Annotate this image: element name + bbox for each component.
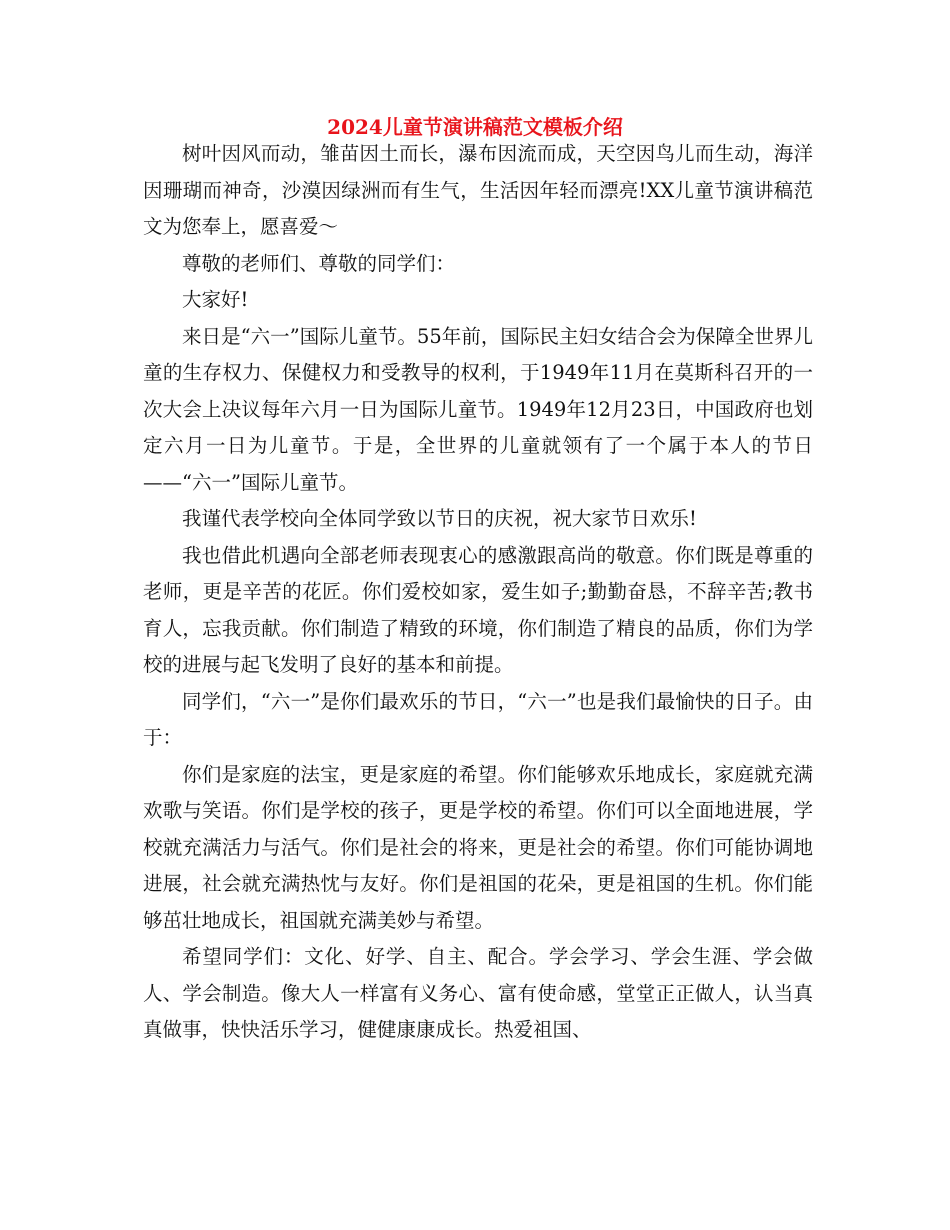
document-body bbox=[143, 136, 813, 1049]
paragraph-congratulation: 我谨代表学校向全体同学致以节日的庆祝，祝大家节日欢乐! bbox=[182, 507, 697, 530]
paragraph-students: 同学们，“六一”是你们最欢乐的节日，“六一”也是我们最愉快的日子。由于： bbox=[143, 689, 813, 749]
document-title: 2024儿童节演讲稿范文模板介绍 bbox=[327, 115, 623, 139]
paragraph-wishes: 希望同学们：文化、好学、自主、配合。学会学习、学会生涯、学会做人、学会制造。像大人一样富有义务心、富有使命感，堂堂正正做人，认当真真做事，快快活乐学习，健健康康成长。热爱祖国、 bbox=[143, 945, 813, 1041]
paragraph-teachers: 我也借此机遇向全部老师表现衷心的感激跟高尚的敬意。你们既是尊重的老师，更是辛苦的花匠。你们爱校如家，爱生如子;勤勤奋恳，不辞辛苦;教书育人，忘我贡献。你们制造了精致的环境，你们制造了精良的品质，你们为学校的进展与起飞发明了良好的基本和前提。 bbox=[143, 543, 813, 676]
paragraph-history: 来日是“六一”国际儿童节。55年前，国际民主妇女结合会为保障全世界儿童的生存权力、保健权力和受教导的权利，于1949年11月在莫斯科召开的一次大会上决议每年六月一日为国际儿童节。1949年12月23日，中国政府也划定六月一日为儿童节。于是，全世界的儿童就领有了一个属于本人的节日——“六一”国际儿童节。 bbox=[143, 324, 813, 494]
paragraph-hope: 你们是家庭的法宝，更是家庭的希望。你们能够欢乐地成长，家庭就充满欢歌与笑语。你们是学校的孩子，更是学校的希望。你们可以全面地进展，学校就充满活力与活气。你们是社会的将来，更是社会的希望。你们可能协调地进展，社会就充满热忱与友好。你们是祖国的花朵，更是祖国的生机。你们能够茁壮地成长，祖国就充满美妙与希望。 bbox=[143, 762, 813, 932]
paragraph-intro: 树叶因风而动，雏苗因土而长，瀑布因流而成，天空因鸟儿而生动，海洋因珊瑚而神奇，沙漠因绿洲而有生气，生活因年轻而漂亮!XX儿童节演讲稿范文为您奉上，愿喜爱～ bbox=[143, 142, 813, 238]
paragraph-salutation: 尊敬的老师们、尊敬的同学们： bbox=[182, 251, 456, 275]
paragraph-greeting: 大家好! bbox=[182, 288, 249, 311]
